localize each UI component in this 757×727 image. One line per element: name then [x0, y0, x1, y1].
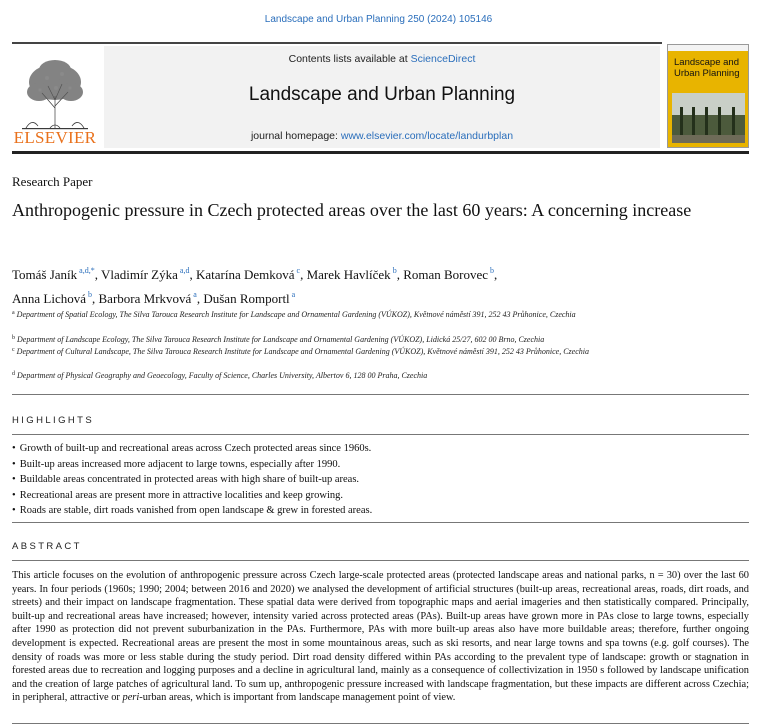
highlight-item: • Built-up areas increased more adjacent to large towns, especially after 1990.: [12, 457, 742, 473]
affiliation-text: Department of Cultural Landscape, The Silva Tarouca Research Institute for Landscape and Ornamental Gardening (VÚKOZ), Květnové náměstí 391, 252 43 Průhonice, Czechia: [16, 347, 589, 356]
author-separator: ,: [196, 291, 204, 306]
cover-title: Landscape and Urban Planning: [674, 57, 740, 79]
author-affiliation-marker[interactable]: c: [296, 266, 301, 275]
elsevier-wordmark: ELSEVIER: [13, 128, 97, 147]
author-separator: ,: [494, 267, 498, 282]
author-affiliation-marker[interactable]: a,d: [179, 266, 190, 275]
cover-top-strip: [668, 45, 748, 51]
affiliation: [12, 333, 742, 346]
highlights-heading: HIGHLIGHTS: [12, 415, 95, 426]
section-divider: [12, 522, 749, 523]
author-name[interactable]: Vladimír Zýka: [101, 267, 178, 282]
author-list: [12, 261, 742, 309]
affiliation: [12, 369, 742, 382]
author-name[interactable]: Dušan Romportl: [203, 291, 290, 306]
author-name[interactable]: Anna Lichová: [12, 291, 87, 306]
abstract-heading: ABSTRACT: [12, 541, 82, 552]
highlight-item: • Buildable areas concentrated in protected areas with high share of built-up areas.: [12, 472, 742, 488]
author-separator: ,: [189, 267, 196, 282]
cover-tree: [718, 107, 721, 135]
highlights-list: [12, 441, 742, 519]
author-separator: ,: [92, 291, 99, 306]
journal-header-box: [104, 46, 660, 148]
article-title: Anthropogenic pressure in Czech protected areas over the last 60 years: A concerning increase: [12, 200, 692, 220]
author-name[interactable]: Roman Borovec: [403, 267, 489, 282]
affiliation: [12, 345, 632, 358]
abstract-italic: peri: [122, 692, 140, 704]
section-divider: [12, 394, 749, 395]
author-name[interactable]: Barbora Mrkvová: [98, 291, 192, 306]
author-affiliation-marker[interactable]: b: [392, 266, 397, 275]
abstract-text: [12, 569, 749, 705]
cover-photo: [672, 93, 745, 143]
cover-tree: [732, 107, 735, 135]
affiliation-key: d: [12, 371, 15, 377]
affiliation-key: b: [12, 335, 15, 341]
contents-prefix: Contents lists available at: [288, 53, 411, 65]
author-separator: ,: [300, 267, 307, 282]
cover-tree: [692, 107, 695, 135]
affiliation-text: Department of Landscape Ecology, The Silva Tarouca Research Institute for Landscape and Ornamental Gardening (VÚKOZ), Lidická 25/27, 602 00 Brno, Czechia: [17, 335, 545, 344]
homepage-line: [104, 130, 660, 142]
author-name[interactable]: Marek Havlíček: [306, 267, 391, 282]
journal-cover[interactable]: [667, 44, 749, 148]
affiliation: [12, 308, 642, 321]
cover-tree: [705, 107, 708, 135]
author-name[interactable]: Katarína Demková: [195, 267, 295, 282]
author-separator: ,: [396, 267, 404, 282]
header-bottom-rule: [12, 151, 749, 154]
header-top-rule: [12, 42, 662, 44]
author-name[interactable]: Tomáš Janík: [12, 267, 78, 282]
author-affiliation-marker[interactable]: a,d,*: [79, 266, 95, 275]
contents-line: [104, 53, 660, 65]
cover-tree: [680, 107, 683, 135]
section-divider: [12, 723, 749, 724]
abstract-body-end: -urban areas, which is important from landscape management point of view.: [139, 692, 456, 704]
affiliation-key: a: [12, 310, 15, 316]
journal-citation[interactable]: Landscape and Urban Planning 250 (2024) 105146: [264, 14, 493, 25]
section-divider: [12, 434, 749, 435]
highlight-item: • Recreational areas are present more in attractive localities and keep growing.: [12, 488, 742, 504]
sciencedirect-link[interactable]: ScienceDirect: [410, 53, 476, 65]
abstract-body: This article focuses on the evolution of anthropogenic pressure across Czech large-scale protected areas (protected landscape areas and national parks, n = 30) over the last 60 years. In four periods (1960s; 1990; 2004; between 2016 and 2020) we analysed the development of artificial structures (built-up areas, recreational areas, roads, dirt roads, and streets) and their impact on landscape fragmentation. These spatial data were derived from topographic maps and aerial imageries and then statistically compared. Principally, built-up and recreational areas have increased; however, intensity varied across protected areas (PAs). Built-up areas have grown more in PAs close to large towns, especially after 1990 as protection did not prevent suburbanization in the PAs. Furthermore, PAs with more built-up areas also have more buildable areas; therefore, further ongoing development is expected. Recreational areas are present the most in some mountainous areas, such as ski resorts, and near large towns and spa towns (e.g. golf courses). The density of roads was more or less stable during the study period. Dirt road density differed within PAs according to the prevalent type of landscape: growth or stagnation in forested areas due to recreation and logging purposes and a decline in agricultural land, mainly as a consequence of collectivization in 1950 s followed by landscape unification and the creation of large patches of agricultural land. To sum up, anthropogenic pressure increased with landscape fragmentation, but these impacts are different across Czechia; in peripheral, attractive or: [12, 570, 749, 704]
author-affiliation-marker[interactable]: a: [291, 290, 296, 299]
affiliation-text: Department of Physical Geography and Geoecology, Faculty of Science, Charles University, Albertov 6, 128 00 Praha, Czechia: [17, 371, 428, 380]
author-affiliation-marker[interactable]: b: [88, 290, 93, 299]
highlight-item: • Growth of built-up and recreational areas across Czech protected areas since 1960s.: [12, 441, 742, 457]
author-separator: ,: [94, 267, 101, 282]
cover-photo-path: [672, 135, 745, 143]
journal-homepage-link[interactable]: www.elsevier.com/locate/landurbplan: [340, 130, 514, 142]
homepage-prefix: journal homepage:: [250, 130, 341, 142]
article-type: Research Paper: [12, 174, 93, 189]
affiliation-key: c: [12, 347, 15, 353]
author-affiliation-marker[interactable]: b: [490, 266, 495, 275]
journal-title: Landscape and Urban Planning: [248, 84, 516, 105]
section-divider: [12, 560, 749, 561]
affiliation-text: Department of Spatial Ecology, The Silva Tarouca Research Institute for Landscape and Ornamental Gardening (VÚKOZ), Květnové náměstí 391, 252 43 Průhonice, Czechia: [16, 310, 576, 319]
author-affiliation-marker[interactable]: a: [193, 290, 197, 299]
highlight-item: • Roads are stable, dirt roads vanished from open landscape & grew in forested areas.: [12, 503, 742, 519]
